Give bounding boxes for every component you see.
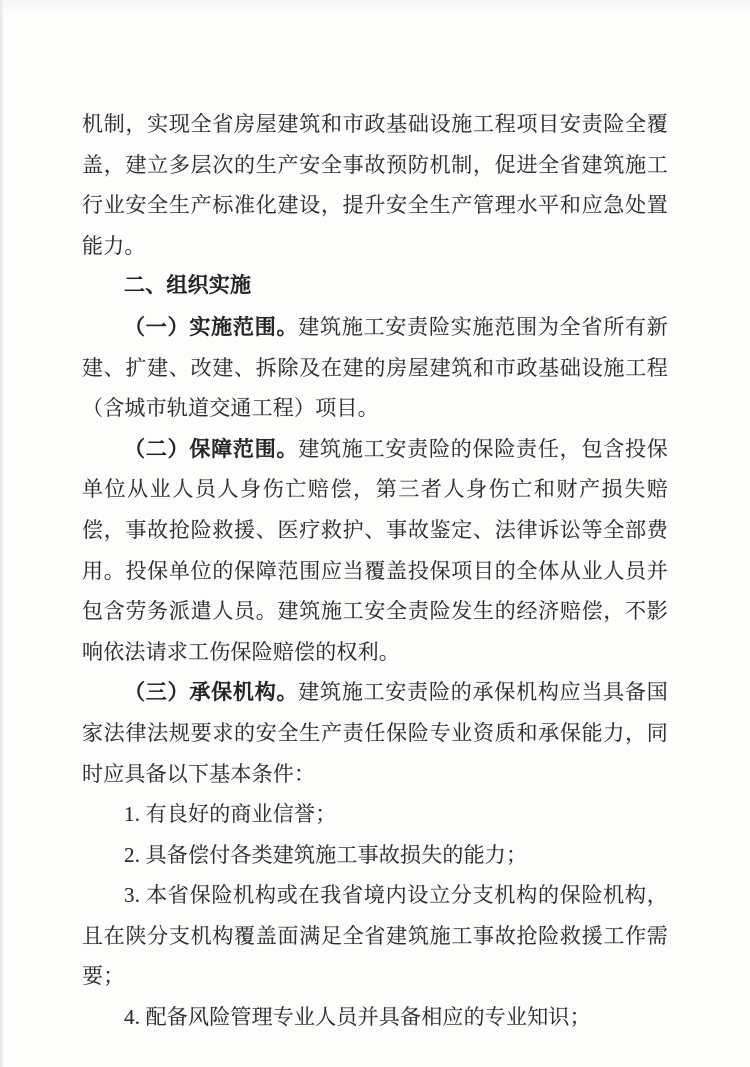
text-segment: （三）承保机构。 bbox=[124, 680, 299, 705]
text-segment: 二、组织实施 bbox=[124, 274, 252, 298]
text-segment: 机制，实现全省房屋建筑和市政基础设施工程项目安责险全覆盖，建立多层次的生产安全事故预防机制，促进全省建筑施工行业安全生产标准化建设，提升安全生产管理水平和应急处置能力。 bbox=[82, 112, 668, 258]
text-segment: 1. 有良好的商业信誉； bbox=[124, 802, 337, 827]
document-body bbox=[82, 104, 668, 1038]
list-item-1 bbox=[82, 794, 668, 835]
list-item-4 bbox=[82, 997, 668, 1038]
paragraph-continuation bbox=[82, 104, 668, 266]
text-segment: 建筑施工安责险实施范围为全省所有新建、扩建、改建、拆除及在建的房屋建筑和市政基础设施工程（含城市轨道交通工程）项目。 bbox=[82, 314, 668, 421]
text-segment: 3. 本省保险机构或在我省境内设立分支机构的保险机构，且在陕分支机构覆盖面满足全省建筑施工事故抢险救援工作需要； bbox=[82, 883, 668, 989]
text-segment: 建筑施工安责险的承保机构应当具备国家法律法规要求的安全生产责任保险专业资质和承保能力，同时应具备以下基本条件： bbox=[82, 680, 668, 786]
list-item-2 bbox=[82, 835, 668, 876]
text-segment: 4. 配备风险管理专业人员并具备相应的专业知识； bbox=[124, 1005, 591, 1030]
paragraph-underwriting-institutions bbox=[82, 672, 668, 794]
list-item-3 bbox=[82, 875, 668, 997]
text-segment: （二）保障范围。 bbox=[124, 436, 299, 461]
text-segment: （一）实施范围。 bbox=[124, 314, 299, 339]
text-segment: 建筑施工安责险的保险责任，包含投保单位从业人员人身伤亡赔偿，第三者人身伤亡和财产损失赔偿，事故抢险救援、医疗救护、事故鉴定、法律诉讼等全部费用。投保单位的保障范围应当覆盖投保项目的全体从业人员并包含劳务派遣人员。建筑施工安全责险发生的经济赔偿，不影响依法请求工伤保险赔偿的权利。 bbox=[82, 436, 668, 664]
heading-section-two bbox=[82, 266, 668, 307]
paragraph-implementation-scope bbox=[82, 307, 668, 429]
text-segment: 2. 具备偿付各类建筑施工事故损失的能力； bbox=[124, 842, 528, 867]
paragraph-coverage-scope bbox=[82, 429, 668, 673]
